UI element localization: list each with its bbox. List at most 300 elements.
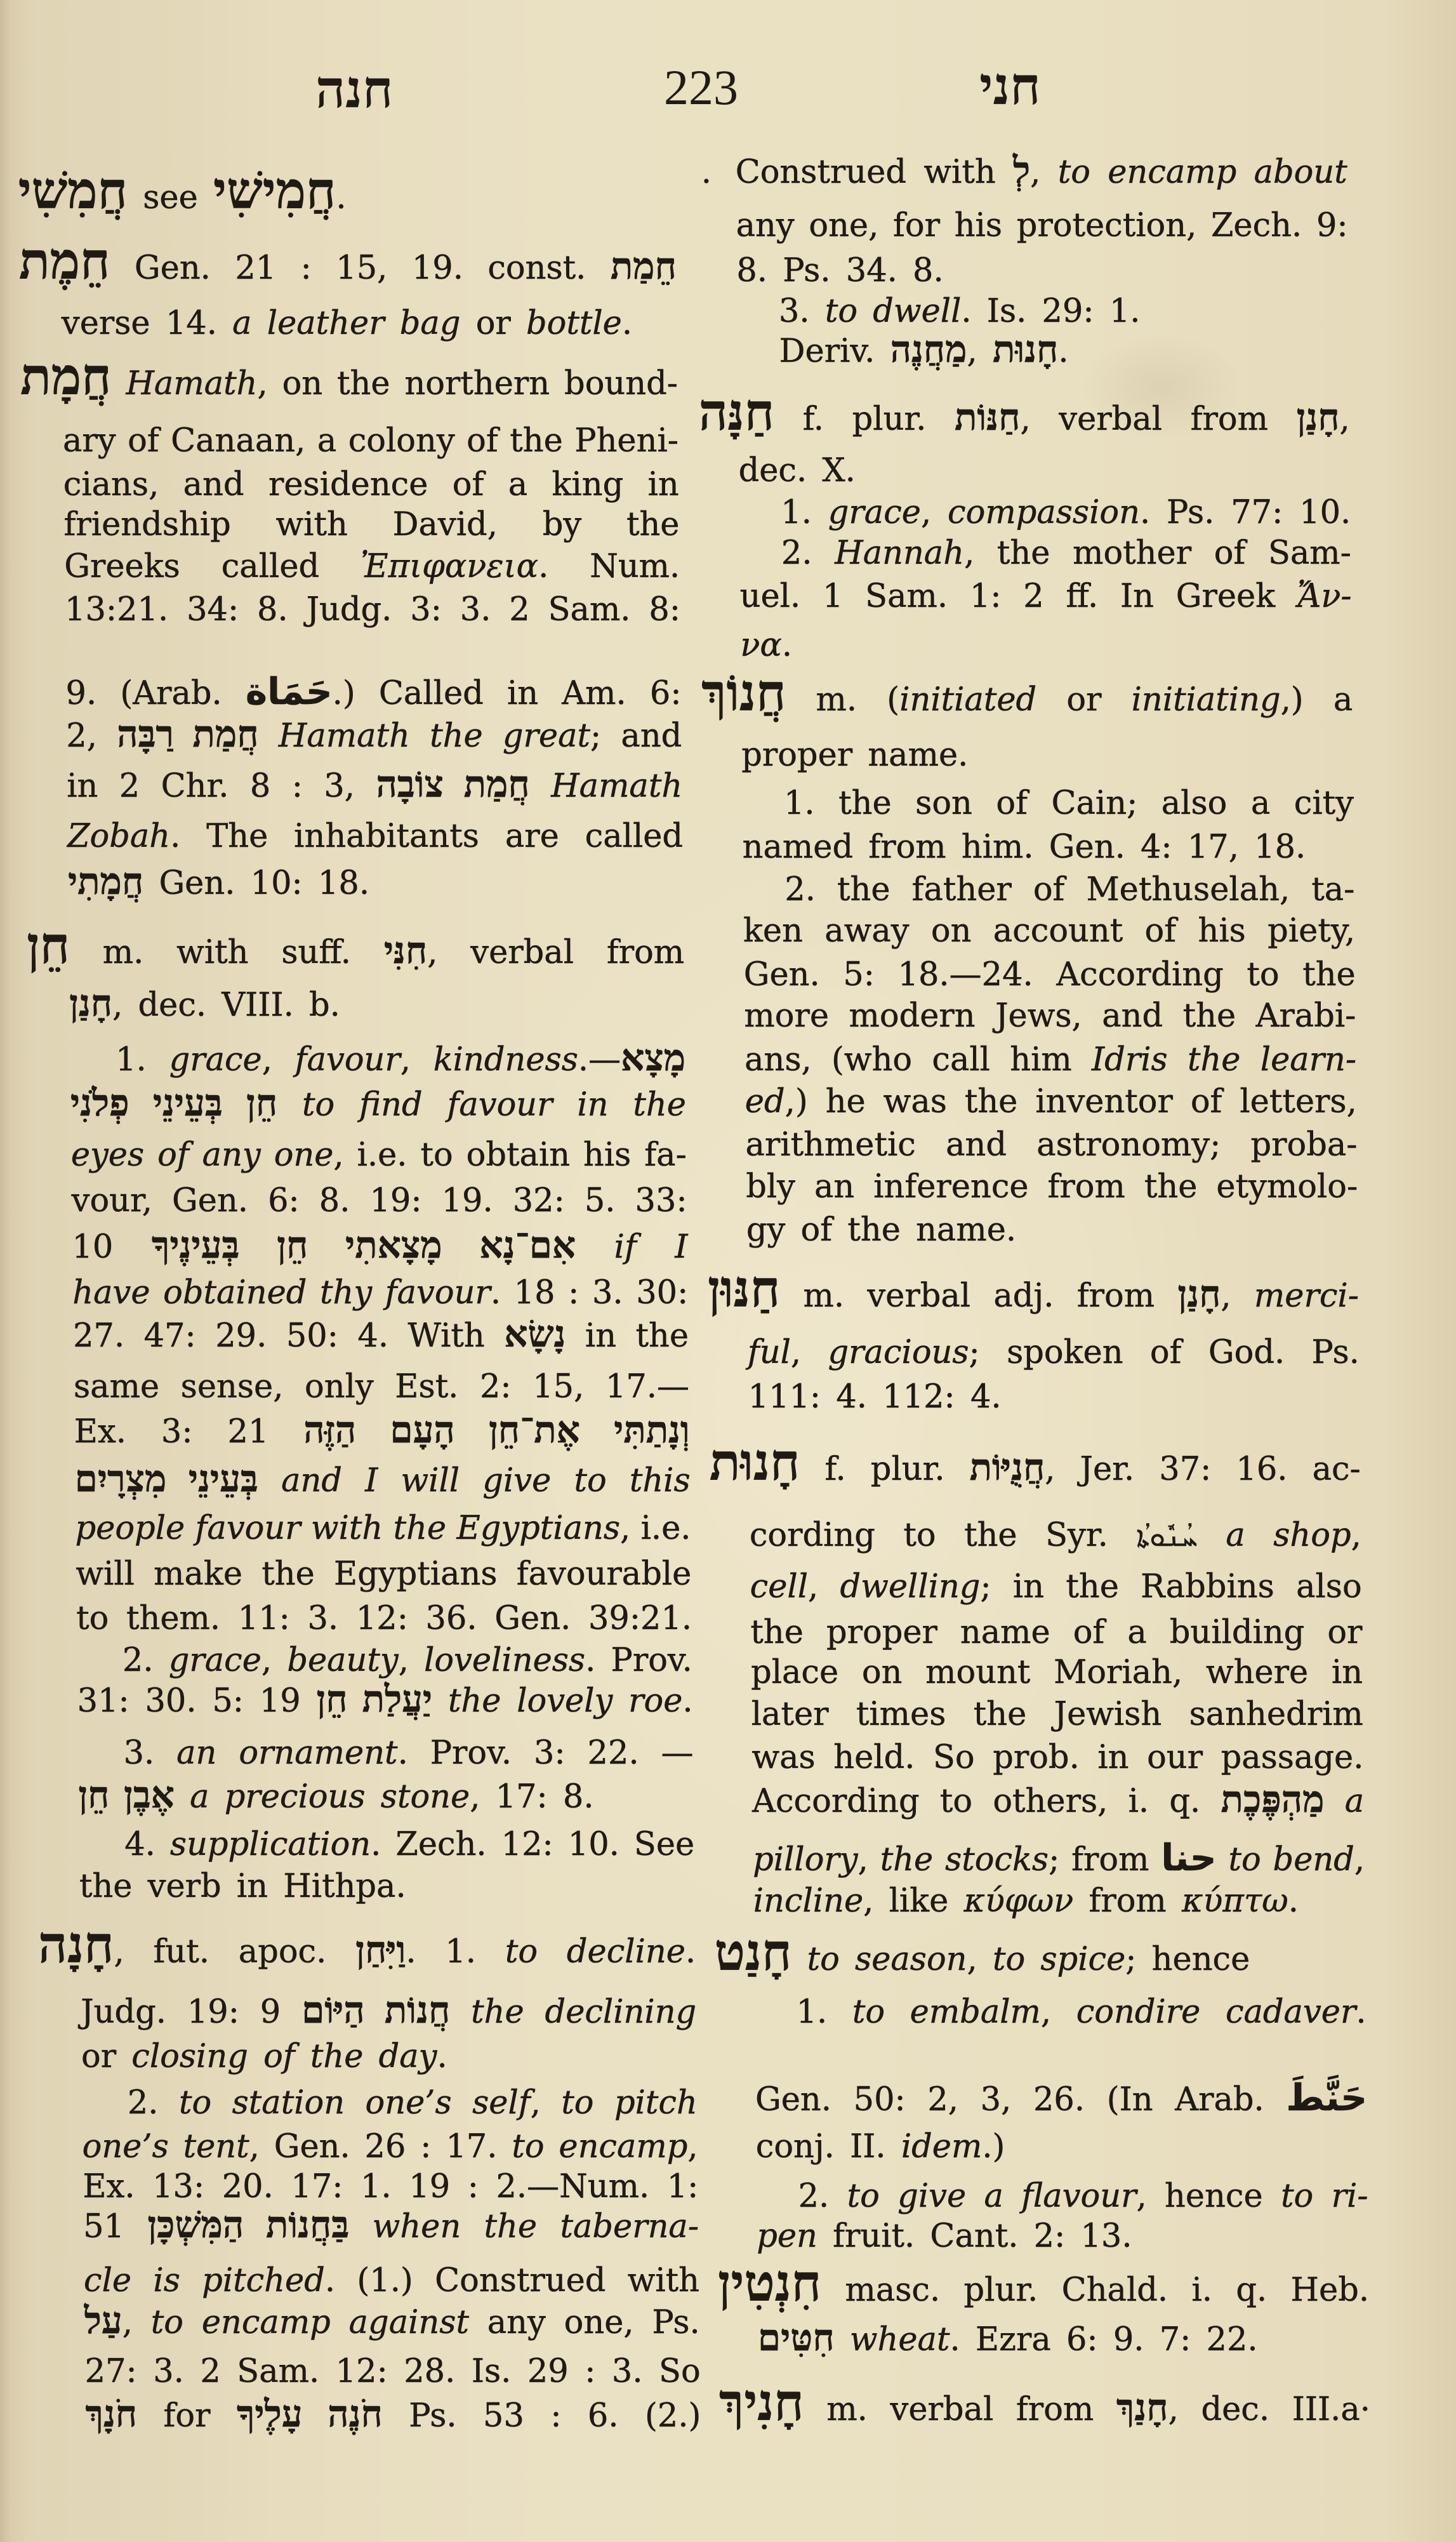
italic-text: a leather bag [232, 305, 461, 342]
text: Ps. 53 : 6. (2.) [382, 2397, 701, 2435]
italic-text: the declining [471, 1993, 697, 2031]
italic-text: a shop [1226, 1517, 1351, 1554]
italic-text: people favour with the Egyptians [75, 1510, 621, 1547]
text: or [460, 305, 527, 342]
text: ,) he was the inventor of letters, [784, 1083, 1357, 1121]
text: the verb in Hithpa. [79, 1868, 406, 1905]
italic-text: Idris the learn- [1092, 1041, 1357, 1079]
text: 27. 47: 29. 50: 4. With [73, 1317, 505, 1355]
text: ary of Canaan, a colony of the Pheni- [63, 422, 678, 460]
italic-text: pen [757, 2218, 817, 2255]
text: ,) a [1280, 681, 1353, 719]
page-number: 223 [664, 60, 738, 115]
italic-text: to encamp [512, 2128, 688, 2166]
hebrew-text: חָנַךְ [1116, 2387, 1168, 2428]
line-content [781, 531, 1351, 576]
text-line [744, 953, 1356, 997]
text-line [753, 1838, 1365, 1882]
text: , [808, 1568, 840, 1606]
italic-text: grace [168, 1642, 261, 1679]
text-line [736, 204, 1348, 248]
italic-text: ed [745, 1083, 785, 1121]
text: verse 14. [61, 305, 233, 342]
text: . Num. [538, 548, 680, 585]
italic-text: a [1344, 1783, 1365, 1820]
hebrew-text: וְנָתַתִּי אֶת־חֵן הָעָם הַזֶּה [303, 1409, 690, 1451]
line-content [736, 249, 943, 293]
text-line [753, 1879, 1365, 1924]
italic-text: idem [901, 2128, 983, 2166]
text: place on mount Moriah, where in [751, 1654, 1363, 1691]
text: in 2 Chr. 8 : 3, [67, 768, 376, 805]
italic-text: grace [828, 494, 921, 531]
text: . Prov. 3: 22. — [397, 1734, 694, 1772]
text: . Ezra 6: 9. 7: 22. [950, 2321, 1258, 2359]
text: any one, for his protection, Zech. 9: [736, 207, 1348, 244]
line-content [748, 1375, 1002, 1420]
text: Greeks called [64, 548, 361, 585]
hebrew-text: בַּחֲנוֹת הַמִּשְׁכָּן [147, 2204, 350, 2246]
line-content [736, 204, 1348, 248]
text: , [1354, 1841, 1365, 1879]
text: later times the Jewish sanhedrim [751, 1696, 1363, 1733]
text: 1. the son of Cain; also a city [783, 785, 1354, 822]
text: the proper name of a building or [750, 1614, 1363, 1651]
text: . [336, 179, 347, 216]
text: 2. the father of Methuselah, ta- [784, 871, 1355, 908]
text: ken away on account of his piety, [743, 912, 1356, 950]
text: fruit. Cant. 2: 13. [817, 2218, 1132, 2255]
line-content [740, 575, 1352, 619]
text: masc. plur. Chald. i. q. Heb. [821, 2272, 1370, 2309]
text: bly an inference from the etymolo- [746, 1168, 1358, 1206]
text: gy of the name. [746, 1211, 1017, 1249]
text-line [751, 1651, 1363, 1695]
text: .— [578, 1041, 621, 1079]
hebrew-text: חָנַן [1296, 397, 1340, 438]
line-content [750, 1611, 1362, 1655]
line-content [752, 1780, 1364, 1824]
hebrew-text: יַעֲלַת חֵן [316, 1679, 433, 1720]
line-content [751, 1651, 1363, 1695]
italic-text: Hamath [551, 768, 683, 805]
text: will make the Egyptians favourable [76, 1555, 692, 1593]
sense-line [797, 1990, 1367, 2035]
text: more modern Jews, and the Arabi- [744, 997, 1356, 1035]
hebrew-text: מָצָא [621, 1037, 686, 1079]
text: named from him. Gen. 4: 17, 18. [742, 828, 1306, 866]
line-content [739, 449, 856, 493]
italic-text: favour [295, 1041, 400, 1079]
text-line [748, 1375, 1360, 1420]
text: conj. II. [755, 2128, 901, 2166]
entry-headword-line [719, 2376, 1371, 2432]
greek-text: Ἐπιφανεια [361, 548, 539, 585]
hebrew-text: מַחֲנֶה [890, 329, 967, 370]
italic-text: to pitch [561, 2084, 698, 2122]
line-content [698, 385, 1350, 442]
line-content [798, 2174, 1368, 2219]
syriac-text: ܚܳܢܽܘܬܳܐ [1136, 1521, 1198, 1553]
text: , [400, 1041, 433, 1079]
headword: חֲמִשִׁי [18, 164, 128, 220]
italic-text: compassion [948, 494, 1140, 531]
text: any one, Ps. [468, 2304, 700, 2341]
text: , [1339, 401, 1350, 438]
text-line [750, 1514, 1361, 1558]
text: , [1351, 1517, 1361, 1554]
text: , Gen. 26 : 17. [249, 2128, 512, 2166]
line-content [719, 2376, 1371, 2432]
line-content [740, 623, 792, 668]
hebrew-text: חֹנָךְ [85, 2393, 138, 2435]
hebrew-text: חִטִּים [757, 2317, 835, 2359]
italic-text: pillory [753, 1841, 858, 1879]
text: or [1036, 681, 1132, 719]
text-line [751, 1736, 1363, 1780]
line-content [748, 1331, 1360, 1375]
hebrew-text: עַל [84, 2300, 122, 2341]
text: 51 [83, 2208, 148, 2246]
italic-text: an ornament [176, 1734, 398, 1772]
italic-text: if I [614, 1228, 688, 1266]
line-content [750, 1514, 1361, 1558]
headword: חַנּוּן [707, 1262, 781, 1318]
text: 27: 3. 2 Sam. 12: 28. Is. 29 : 3. So [84, 2353, 701, 2390]
line-content [753, 1879, 1299, 1924]
text-line [750, 1565, 1362, 1609]
text: , [967, 333, 993, 370]
text: . Is. 29: 1. [961, 293, 1141, 330]
line-content [744, 994, 1356, 1039]
text: ; spoken of God. Ps. [969, 1334, 1360, 1371]
sense-line [779, 289, 1349, 334]
hebrew-text: נָשָׂא [504, 1314, 566, 1355]
text: ; from [1049, 1841, 1161, 1879]
text: .) [982, 2128, 1005, 2166]
text: 9. (Arab. [65, 675, 246, 712]
arabic-text: حنا [1161, 1836, 1217, 1879]
line-content [756, 2125, 1005, 2169]
italic-text: kindness [433, 1041, 578, 1079]
text: Gen. 10: 18. [143, 865, 370, 902]
text: , [1030, 154, 1058, 191]
italic-text: one’s tent [82, 2128, 249, 2166]
text: ; in the Rabbins also [980, 1568, 1362, 1606]
text: friendship with David, by the [63, 506, 680, 543]
entry-headword-line [718, 2256, 1370, 2313]
headword: חֵמֶת [18, 234, 110, 290]
text: 4. [124, 1826, 170, 1863]
italic-text: loveliness [424, 1642, 586, 1679]
text: , 17: 8. [470, 1778, 594, 1816]
text: 2, [66, 717, 117, 755]
line-content [743, 909, 1355, 954]
text-line [740, 575, 1352, 619]
text-line [748, 1331, 1360, 1375]
hebrew-text: וַיִּחַן [355, 1929, 406, 1971]
text: According to others, i. q. [752, 1783, 1221, 1820]
text: Gen. 5: 18.—24. According to the [743, 956, 1356, 994]
text: vour, Gen. 6: 8. 19: 19. 32: 5. 33: [71, 1182, 687, 1220]
italic-text: to ri- [1281, 2178, 1368, 2215]
hebrew-text: חָנַן [1177, 1274, 1221, 1315]
sense-line [781, 491, 1351, 535]
text: . Ps. 77: 10. [1139, 494, 1351, 531]
hebrew-text: אֶבֶן חֵן [78, 1774, 175, 1816]
line-content [797, 1990, 1367, 2035]
text: Ex. 13: 20. 17: 1. 19 : 2.—Num. 1: [83, 2168, 699, 2206]
text: in the [566, 1317, 689, 1355]
text [1325, 1783, 1345, 1820]
text: Construed with [735, 154, 1014, 191]
text: . [685, 1933, 696, 1971]
text: , fut. apoc. [114, 1933, 356, 1971]
hebrew-text: חָנוּת [992, 329, 1059, 370]
text-line [745, 1080, 1357, 1124]
text: , the mother of Sam- [964, 535, 1351, 572]
line-content [746, 1208, 1016, 1253]
text: 8. Ps. 34. 8. [736, 252, 944, 289]
text: Gen. 21 : 15, 19. const. [110, 250, 611, 287]
running-head-left: חנה [315, 61, 394, 119]
text: , [261, 1642, 288, 1679]
hebrew-text: חֹנֶה עָלֶיךָ [236, 2393, 383, 2435]
text: . The inhabitants are called [170, 818, 684, 855]
text: ; hence [1125, 1941, 1250, 1978]
line-content [714, 1926, 1250, 1982]
text-line [751, 1693, 1363, 1737]
line-content [757, 2214, 1132, 2259]
italic-text: Hamath [126, 365, 258, 403]
text: 13:21. 34: 8. Judg. 3: 3. 2 Sam. 8: [65, 591, 681, 629]
sense-line [779, 329, 1349, 374]
text: or [81, 2038, 132, 2075]
text-line [757, 2214, 1368, 2259]
text: 10 [72, 1228, 152, 1266]
italic-text: incline [753, 1882, 864, 1920]
hebrew-text: לְ [1013, 150, 1031, 191]
italic-text: initiated [899, 681, 1037, 719]
text: , [398, 1642, 425, 1679]
text: , [920, 494, 948, 531]
text: . [437, 2038, 447, 2075]
text: f. plur. [774, 401, 955, 438]
text [791, 1941, 807, 1978]
text: , [530, 2084, 562, 2122]
text: 3. [778, 293, 825, 330]
line-content [779, 329, 1069, 374]
text: 2. [127, 2084, 179, 2122]
italic-text: supplication [169, 1826, 371, 1863]
text: uel. 1 Sam. 1: 2 ff. In Greek [739, 578, 1297, 615]
italic-text: condire cadaver [1076, 1993, 1356, 2031]
sense-line [798, 2174, 1368, 2219]
italic-text: have obtained thy favour [72, 1274, 491, 1312]
text-line [745, 1038, 1356, 1082]
text: , [790, 1334, 828, 1371]
text: , [1221, 1277, 1254, 1315]
text: 1. [781, 494, 828, 531]
text: 1. [796, 1993, 852, 2031]
italic-text: bottle [526, 305, 622, 342]
line-content [745, 1038, 1356, 1082]
italic-text: gracious [828, 1334, 969, 1371]
greek-text: να [740, 627, 782, 664]
text: dec. X. [738, 452, 856, 489]
text: , like [863, 1882, 964, 1920]
italic-text: the lovely roe [447, 1682, 683, 1720]
hebrew-text: חַנּוֹת [955, 397, 1021, 438]
sense-line [784, 868, 1354, 912]
text: , dec. VIII. b. [112, 987, 340, 1024]
text: cording to the Syr. [749, 1517, 1137, 1554]
hebrew-text: אִם־נָא מָצָאתִי חֵן בְּעֵינֶיךָ [151, 1225, 576, 1266]
line-content [753, 1838, 1365, 1882]
text: 2. [781, 535, 835, 572]
hebrew-text: חָנַן [69, 983, 113, 1024]
italic-text: ful [747, 1334, 791, 1371]
text: 1. [116, 1041, 169, 1079]
text: ans, (who call him [745, 1041, 1092, 1079]
hebrew-text: חֲנֻיּוֹת [969, 1447, 1045, 1488]
italic-text: to embalm [852, 1993, 1041, 2031]
italic-text: wheat [849, 2321, 950, 2359]
text: , [261, 1041, 295, 1079]
italic-text: cell [750, 1568, 809, 1606]
italic-text: cle is pitched [84, 2262, 325, 2299]
italic-text: to dwell [824, 293, 962, 330]
text: m. with suff. [69, 934, 384, 971]
running-head-right: חני [979, 58, 1041, 116]
text-line [744, 994, 1356, 1039]
text-line [736, 249, 1348, 293]
line-content [701, 666, 1353, 722]
headword: חֲמָת [20, 350, 112, 406]
hebrew-text: חֲנוֹת הַיּוֹם [301, 1990, 451, 2031]
italic-text: closing of the day [131, 2038, 437, 2075]
headword: חָנַט [714, 1926, 792, 1981]
text: , [687, 2128, 698, 2166]
text: , [857, 1841, 880, 1879]
text: , on the northern bound- [257, 365, 678, 403]
italic-text: to spice [992, 1941, 1126, 1978]
entry-headword-line [701, 666, 1353, 722]
line-content [744, 953, 1356, 997]
hebrew-text: חֲמַת צוֹבָה [376, 764, 530, 805]
italic-text: to station one’s self [178, 2084, 531, 2122]
text: . [1356, 1993, 1367, 2031]
text-line [755, 2078, 1367, 2122]
text: 111: 4. 112: 4. [748, 1378, 1002, 1416]
hebrew-text: חֵן בְּעֵינֵי פְלֹנִי [70, 1082, 278, 1124]
line-content [709, 1435, 1361, 1492]
italic-text: eyes of any one [70, 1136, 334, 1174]
text: m. ( [786, 681, 900, 719]
line-content [751, 1693, 1363, 1737]
text: , i.e. [620, 1510, 691, 1547]
italic-text: Hamath the great [278, 717, 590, 755]
text: . [621, 305, 633, 342]
italic-text: Zobah [67, 818, 171, 855]
text: arithmetic and astronomy; proba- [745, 1126, 1358, 1164]
italic-text: merci- [1254, 1277, 1359, 1315]
text: see [128, 179, 213, 216]
text [1217, 1841, 1229, 1879]
hebrew-text: חֲמַת רַבָּה [117, 714, 259, 755]
text-line [740, 623, 1352, 668]
hebrew-text: בְּעֵינֵי מִצְרָיִם [74, 1458, 258, 1500]
headword: חָנוּת [709, 1435, 800, 1491]
headword: חֲנוֹךְ [701, 666, 786, 722]
headword: חִנְטִין [718, 2256, 822, 2312]
line-content [750, 1565, 1362, 1609]
italic-text: to give a flavour [847, 2178, 1137, 2215]
italic-text: Hannah [835, 535, 965, 572]
line-content [746, 1123, 1358, 1168]
italic-text: to encamp about [1057, 154, 1347, 191]
text-line [756, 2125, 1368, 2169]
headword: חַנָּה [698, 385, 775, 441]
line-content [745, 1080, 1357, 1124]
line-content [751, 1736, 1363, 1780]
line-content [741, 733, 968, 778]
text-line [743, 825, 1354, 870]
text: ; and [590, 717, 682, 755]
text: 2. [798, 2178, 847, 2215]
headword: חָנִיךְ [719, 2376, 804, 2432]
greek-text: κύπτω [1181, 1882, 1288, 1920]
sense-line [784, 782, 1354, 826]
text: 31: 30. 5: 19 [77, 1682, 317, 1720]
text: m. verbal adj. from [780, 1277, 1178, 1315]
italic-text: to find favour in the [302, 1086, 686, 1124]
text: m. verbal from [804, 2391, 1116, 2428]
hebrew-crossref: חֲמִישִׁי [213, 164, 336, 220]
line-content [779, 289, 1141, 334]
text: Ex. 3: 21 [74, 1413, 304, 1451]
text: . [781, 627, 793, 664]
hebrew-text: חֵמַת [610, 246, 677, 287]
hebrew-text: מַהְפֶּכֶת [1221, 1779, 1325, 1820]
line-content [718, 2256, 1370, 2313]
text: . Prov. [585, 1642, 692, 1679]
italic-text: dwelling [840, 1568, 981, 1606]
headword: חָנָה [38, 1918, 114, 1974]
text: Gen. 50: 2, 3, 26. (In Arab. [755, 2081, 1287, 2119]
entry-headword-line [698, 385, 1350, 442]
italic-text: to season [807, 1941, 967, 1978]
text: , hence [1136, 2178, 1281, 2215]
text-line [746, 1208, 1358, 1253]
text-line [758, 2318, 1370, 2362]
text: for [137, 2397, 237, 2435]
italic-text: to decline [505, 1933, 685, 1971]
text: .) Called in Am. 6: [332, 675, 682, 712]
italic-text: when the taberna- [372, 2208, 699, 2246]
headword: חֵן [27, 919, 70, 975]
text: from [1073, 1882, 1182, 1920]
line-content [743, 825, 1306, 870]
arabic-text: حَنَّطَ [1286, 2076, 1367, 2119]
greek-text: κύφων [963, 1882, 1074, 1920]
text: , [967, 1941, 993, 1978]
text [835, 2321, 850, 2359]
line-content [701, 150, 1347, 195]
line-content [784, 868, 1354, 912]
italic-text: beauty [287, 1642, 399, 1679]
entry-headword-line [707, 1262, 1359, 1319]
